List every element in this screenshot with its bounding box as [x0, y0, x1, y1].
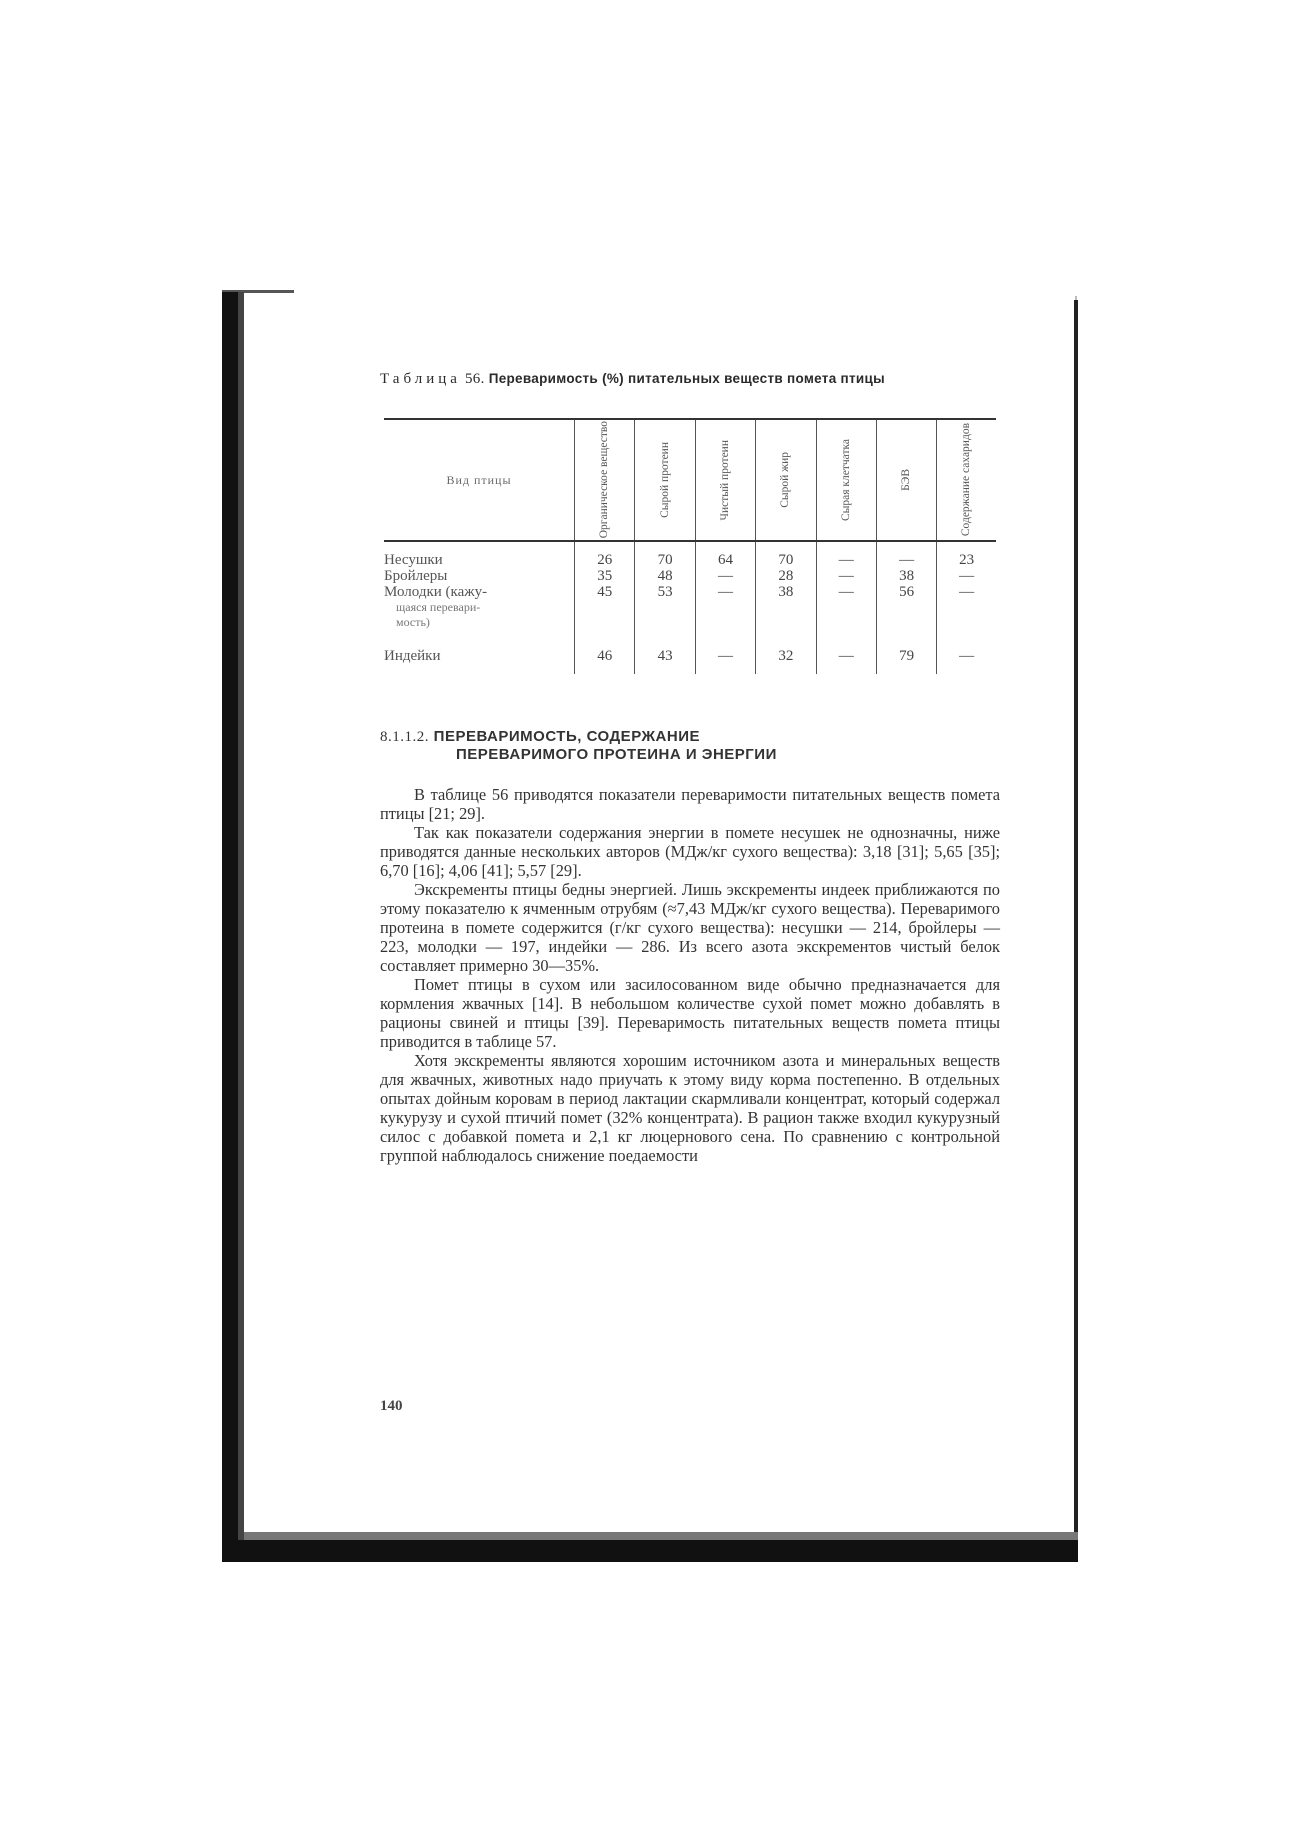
table-caption	[380, 370, 1000, 388]
table-cell: —	[695, 568, 755, 584]
table-caption-label: Таблица	[380, 371, 461, 387]
table-cell: 64	[695, 541, 755, 568]
table-cell: 26	[575, 541, 635, 568]
row-label: Несушки	[384, 552, 443, 568]
header-col-bev: БЭВ	[876, 419, 936, 541]
header-col-fiber: Сырая клетчатка	[816, 419, 876, 541]
header-col-pure-protein: Чистый протеин	[695, 419, 755, 541]
table-row	[384, 584, 996, 630]
header-bird-type: Вид птицы	[384, 419, 575, 541]
paragraph: Хотя экскременты являются хорошим источником азота и минеральных веществ для жвачных, животных надо приучать к этому виду корма постепенно. В отдельных опытах дойным коровам в период лактации скармливали концентрат, который содержал кукурузу и сухой птичий помет (32% концентрата). В рацион также входил кукурузный силос с добавкой помета и 2,1 кг люцернового сена. По сравнению с контрольной группой наблюдалось снижение поедаемости	[380, 1051, 1000, 1165]
table-cell: —	[695, 630, 755, 674]
table-header-row	[384, 419, 996, 541]
table-row	[384, 541, 996, 568]
table-cell: —	[876, 541, 936, 568]
table-cell: 79	[876, 630, 936, 674]
table-cell: 70	[756, 541, 816, 568]
table-cell: 23	[937, 541, 996, 568]
row-label: Бройлеры	[384, 568, 448, 584]
table-cell: 28	[756, 568, 816, 584]
book-page	[380, 370, 1000, 1430]
section-title-line2: ПЕРЕВАРИМОГО ПРОТЕИНА И ЭНЕРГИИ	[456, 746, 777, 763]
table-caption-number: 56.	[464, 371, 485, 387]
scan-frame-left	[222, 292, 238, 1562]
header-col-sugars: Содержание сахаридов	[937, 419, 996, 541]
header-col-organic: Органическое вещество	[575, 419, 635, 541]
table-cell: —	[816, 568, 876, 584]
paragraph: Помет птицы в сухом или засилосованном виде обычно предназначается для кормления жвачных [14]. В небольшом количестве сухой помет можно добавлять в рационы свиней и птицы [39]. Переваримость питательных веществ помета птицы приводится в таблице 57.	[380, 975, 1000, 1051]
table-row	[384, 568, 996, 584]
scan-frame-left-shadow	[238, 292, 244, 1562]
digestibility-table	[384, 418, 996, 674]
row-label-main: Молодки (кажу-	[384, 584, 488, 600]
table-cell: 46	[575, 630, 635, 674]
table-cell: 70	[635, 541, 695, 568]
paragraph: Так как показатели содержания энергии в помете несушек не однозначны, ниже приводятся данные нескольких авторов (МДж/кг сухого вещества): 3,18 [31]; 5,65 [35]; 6,70 [16]; 4,06 [41]; 5,57 [29].	[380, 823, 1000, 880]
table-cell: 53	[635, 584, 695, 630]
scan-frame-right	[1074, 300, 1078, 1560]
row-label: Индейки	[384, 648, 441, 664]
section-title-line1: ПЕРЕВАРИМОСТЬ, СОДЕРЖАНИЕ	[433, 728, 701, 745]
table-row	[384, 630, 996, 674]
table-cell: —	[816, 584, 876, 630]
row-label-sub: щаяся перевари- мость)	[396, 600, 481, 629]
table-cell: —	[816, 541, 876, 568]
table-cell: —	[937, 568, 996, 584]
table-cell: —	[816, 630, 876, 674]
table-cell: 48	[635, 568, 695, 584]
table-cell: 32	[756, 630, 816, 674]
table-cell: —	[937, 584, 996, 630]
paragraph: Экскременты птицы бедны энергией. Лишь экскременты индеек приближаются по этому показателю к ячменным отрубям (≈7,43 МДж/кг сухого вещества). Переваримого протеина в помете содержится (г/кг сухого вещества): несушки — 214, бройлеры — 223, молодки — 197, индейки — 286. Из всего азота экскрементов чистый белок составляет примерно 30—35%.	[380, 880, 1000, 975]
paragraph: В таблице 56 приводятся показатели переваримости питательных веществ помета птицы [21; 29].	[380, 785, 1000, 823]
scan-frame-bottom	[222, 1540, 1078, 1562]
section-number: 8.1.1.2.	[380, 729, 429, 745]
row-label	[384, 584, 575, 630]
table-cell: —	[695, 584, 755, 630]
table-cell: 45	[575, 584, 635, 630]
table-cell: 35	[575, 568, 635, 584]
header-col-crude-protein: Сырой протеин	[635, 419, 695, 541]
table-cell: 38	[756, 584, 816, 630]
table-cell: 43	[635, 630, 695, 674]
section-heading	[380, 728, 1000, 764]
page-number: 140	[380, 1398, 403, 1414]
scan-frame-bottom-shadow	[244, 1532, 1078, 1540]
table-cell: —	[937, 630, 996, 674]
table-cell: 38	[876, 568, 936, 584]
body-text	[380, 785, 1000, 1165]
header-col-crude-fat: Сырой жир	[756, 419, 816, 541]
table-cell: 56	[876, 584, 936, 630]
table-caption-title: Переваримость (%) питательных веществ помета птицы	[488, 371, 885, 386]
